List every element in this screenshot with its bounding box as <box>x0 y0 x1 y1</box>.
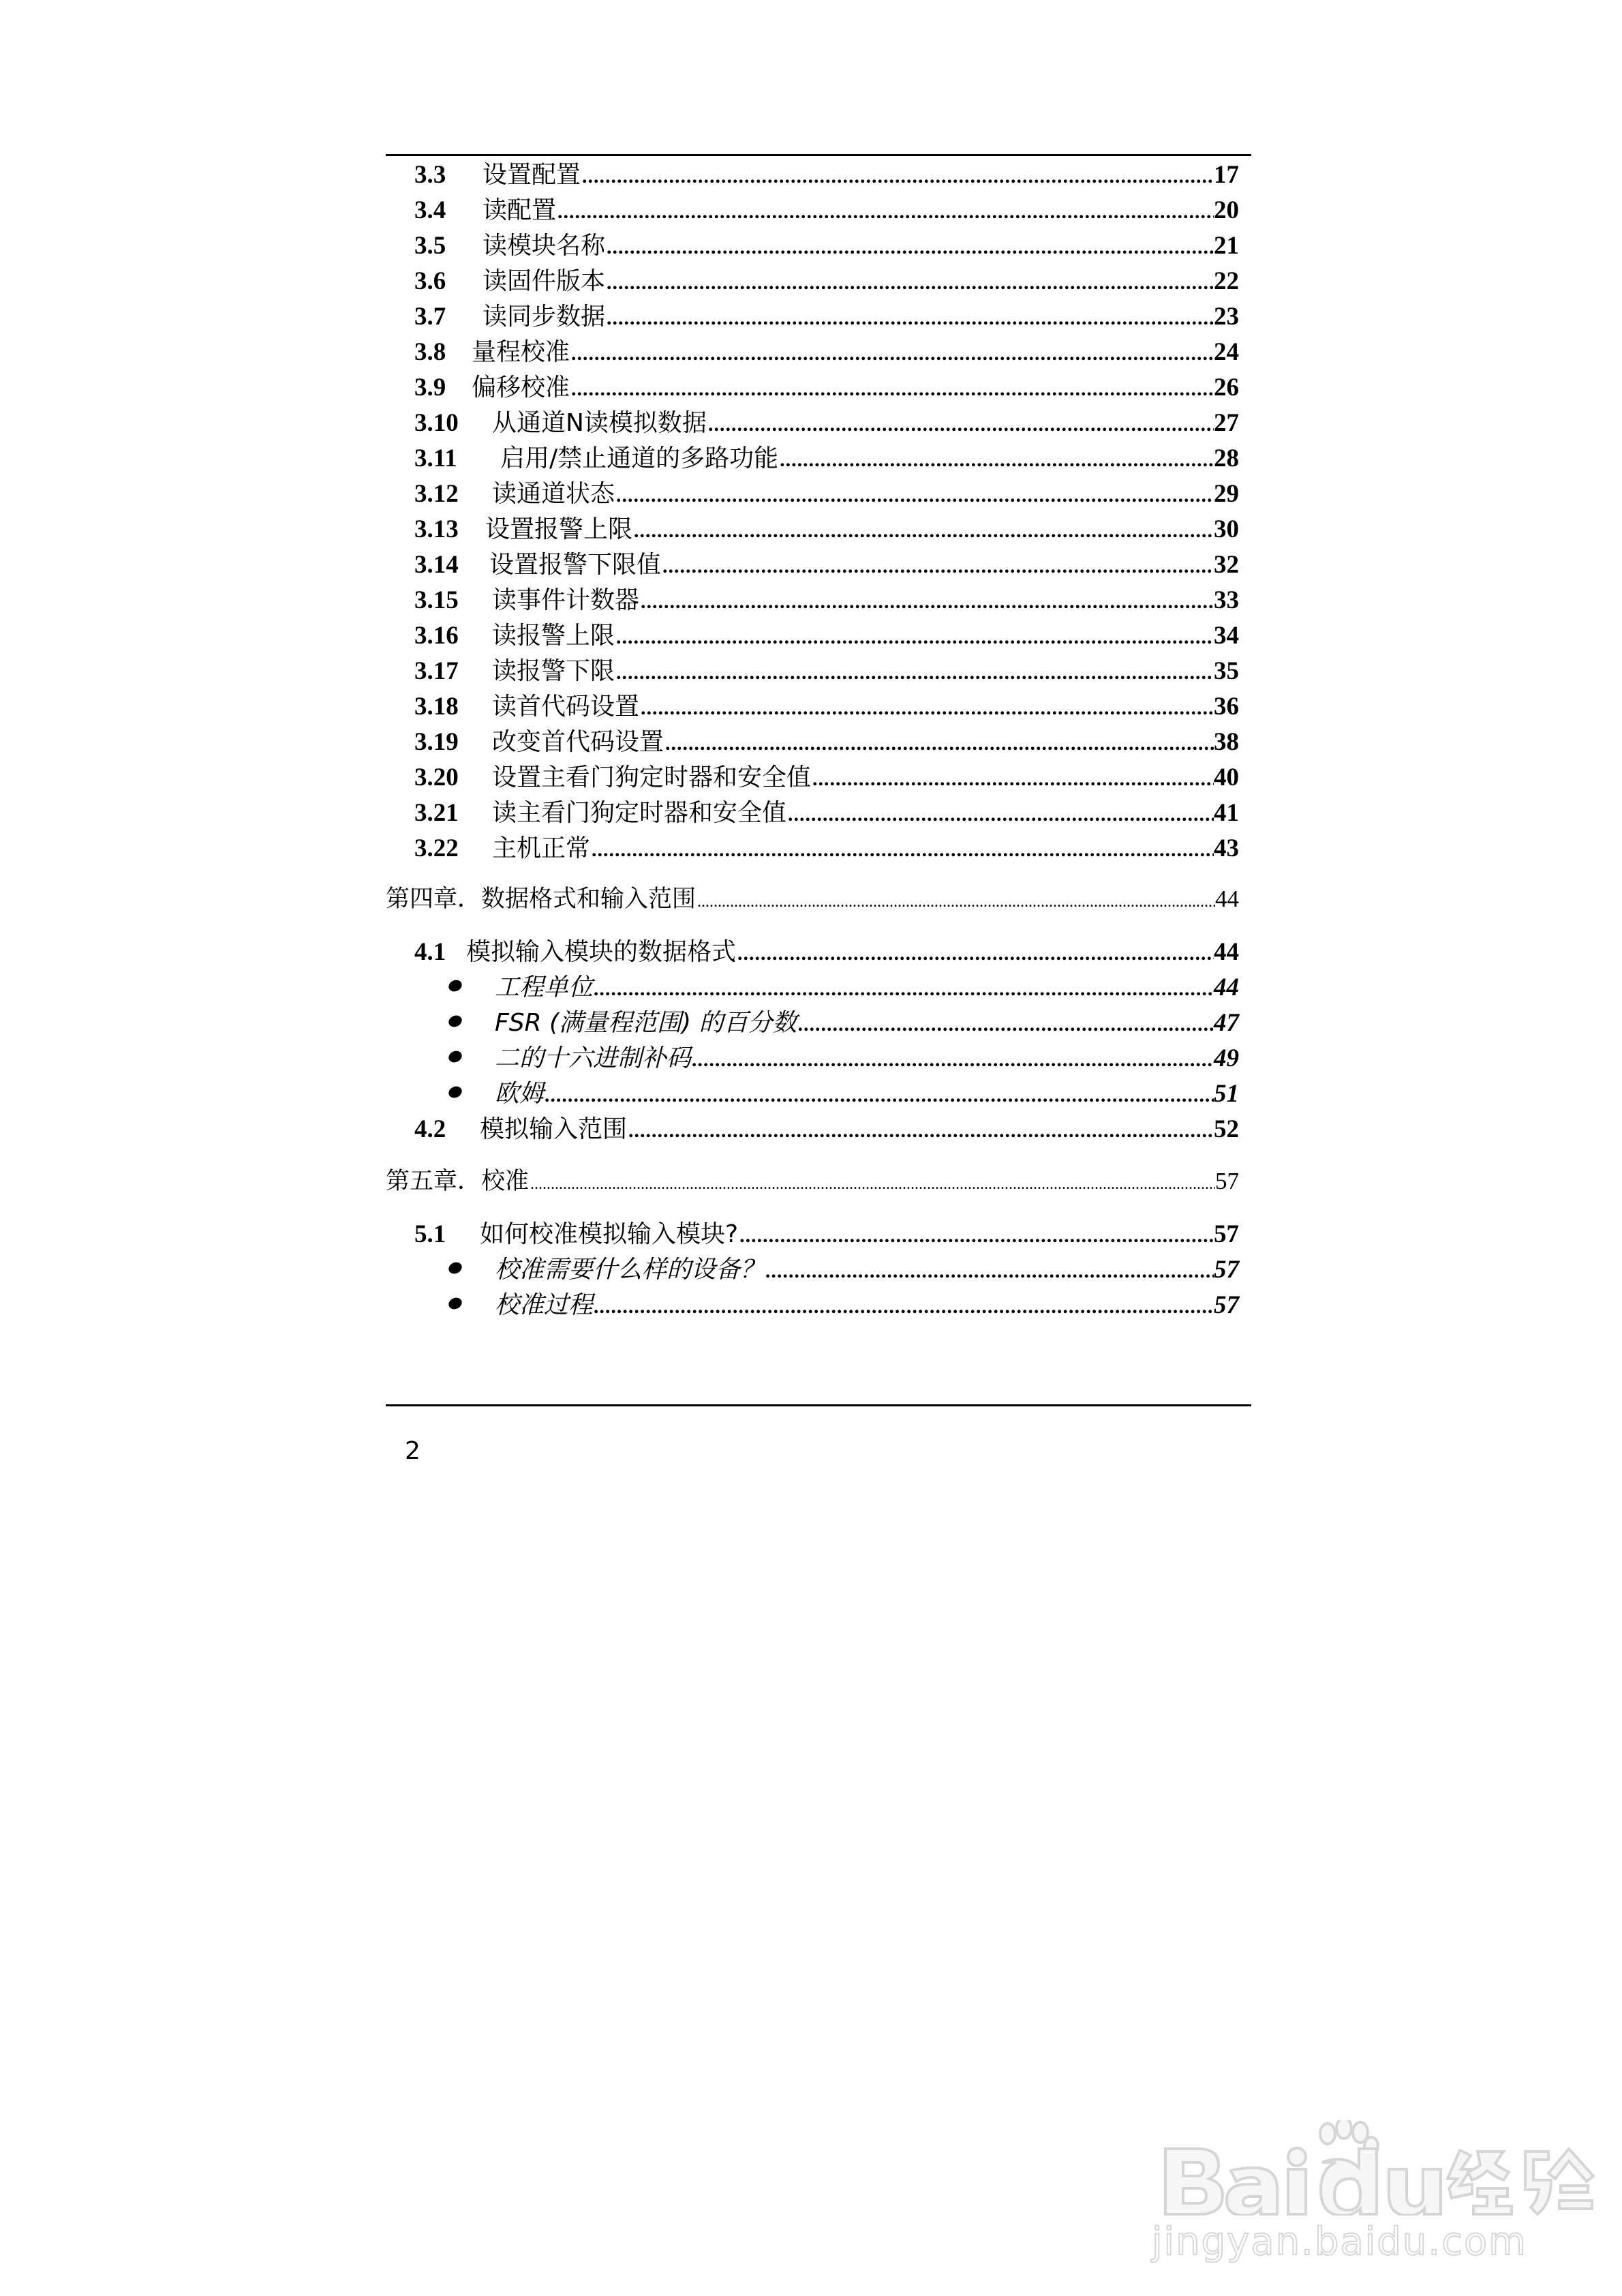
toc-entry-number: 3.16 <box>414 622 459 650</box>
toc-subentry-page: 57 <box>1214 1291 1239 1319</box>
toc-entry-title: 主机正常 <box>492 834 591 862</box>
toc-subentry-title: 二的十六进制补码 <box>495 1044 692 1072</box>
toc-entry-4-2[interactable] <box>414 1112 1239 1147</box>
toc-entry-number: 3.13 <box>414 515 459 543</box>
dot-leader <box>544 1078 1214 1113</box>
toc-entry-number: 3.10 <box>414 409 459 437</box>
bullet-icon <box>447 1049 464 1065</box>
toc-entry-number: 3.8 <box>414 338 446 366</box>
toc-entry-number: 3.9 <box>414 374 446 402</box>
toc-entry-page: 57 <box>1214 1220 1239 1248</box>
footer-rule <box>386 1404 1251 1406</box>
baidu-paw-logo-icon <box>1152 2120 1602 2216</box>
dot-leader <box>615 478 1214 513</box>
toc-entry-title: 模拟输入范围 <box>480 1115 628 1143</box>
toc-entry-title: 读首代码设置 <box>492 693 640 721</box>
toc-entry-page: 23 <box>1214 303 1239 331</box>
toc-chapter-title: 第四章．数据格式和输入范围 <box>386 886 697 913</box>
dot-leader <box>556 194 1214 230</box>
toc-subentry-page: 49 <box>1214 1044 1239 1072</box>
toc-entry-title: 改变首代码设置 <box>492 728 664 756</box>
toc-entry-title: 设置配置 <box>483 161 581 189</box>
toc-entry-number: 4.1 <box>414 938 446 966</box>
toc-entry-page: 34 <box>1214 622 1239 650</box>
toc-chapter-title: 第五章．校准 <box>386 1168 530 1195</box>
toc-entry-title: 量程校准 <box>472 338 570 366</box>
toc-subentry[interactable] <box>448 970 1239 1006</box>
page-number: 2 <box>405 1437 420 1465</box>
toc-subentry-page: 51 <box>1214 1080 1239 1108</box>
toc-entry-page: 40 <box>1214 764 1239 791</box>
toc-entry-3-8[interactable] <box>414 335 1239 370</box>
toc-entry-page: 29 <box>1214 480 1239 508</box>
dot-leader <box>605 301 1214 336</box>
dot-leader <box>811 761 1214 797</box>
dot-leader <box>778 442 1214 478</box>
toc-entry-3-6[interactable] <box>414 264 1239 299</box>
dot-leader <box>691 1042 1214 1078</box>
dot-leader <box>696 884 1215 920</box>
dot-leader <box>738 1218 1214 1254</box>
dot-leader <box>765 1254 1214 1289</box>
toc-subentry-page: 44 <box>1214 973 1239 1001</box>
toc-entry-page: 43 <box>1214 834 1239 862</box>
dot-leader <box>529 1166 1215 1202</box>
toc-entry-3-5[interactable] <box>414 228 1239 264</box>
toc-entry-page: 33 <box>1214 586 1239 614</box>
toc-entry-page: 36 <box>1214 693 1239 721</box>
toc-entry-page: 21 <box>1214 232 1239 260</box>
dot-leader <box>615 620 1214 655</box>
dot-leader <box>570 336 1214 372</box>
toc-subentry[interactable] <box>448 1041 1239 1076</box>
toc-entry-number: 3.3 <box>414 161 446 189</box>
toc-entry-title: 读固件版本 <box>483 267 606 295</box>
toc-chapter-5[interactable] <box>386 1164 1239 1199</box>
header-rule <box>386 154 1251 156</box>
toc-chapter-page: 44 <box>1215 886 1239 912</box>
toc-entry-3-3[interactable] <box>414 157 1239 193</box>
toc-entry-page: 38 <box>1214 728 1239 756</box>
toc-entry-number: 5.1 <box>414 1220 446 1248</box>
bullet-icon <box>447 978 464 994</box>
toc-subentry[interactable] <box>448 1252 1239 1288</box>
baidu-jingyan-watermark <box>1152 2093 1602 2277</box>
toc-entry-number: 3.20 <box>414 764 459 791</box>
dot-leader <box>797 1007 1214 1042</box>
bullet-icon <box>447 1014 464 1029</box>
dot-leader <box>581 159 1214 194</box>
toc-entry-3-19[interactable] <box>414 725 1239 760</box>
toc-subentry-page: 57 <box>1214 1256 1239 1284</box>
watermark-url: jingyan.baidu.com <box>1152 2220 1527 2264</box>
toc-entry-3-14[interactable] <box>414 547 1239 583</box>
dot-leader <box>661 549 1214 584</box>
toc-entry-page: 41 <box>1214 799 1239 827</box>
toc-entry-title: 启用/禁止通道的多路功能 <box>500 444 779 472</box>
toc-entry-number: 3.21 <box>414 799 459 827</box>
dot-leader <box>570 372 1214 407</box>
toc-entry-page: 52 <box>1214 1115 1239 1143</box>
dot-leader <box>707 407 1214 442</box>
toc-entry-3-10[interactable] <box>414 406 1239 441</box>
toc-entry-page: 20 <box>1214 196 1239 224</box>
toc-entry-3-9[interactable] <box>414 370 1239 406</box>
toc-entry-title: 设置报警下限值 <box>489 551 662 579</box>
toc-entry-3-17[interactable] <box>414 654 1239 689</box>
toc-entry-title: 设置主看门狗定时器和安全值 <box>492 764 812 791</box>
toc-entry-page: 24 <box>1214 338 1239 366</box>
toc-subentry-title: FSR (满量程范围) 的百分数 <box>495 1009 797 1037</box>
toc-subentry-title: 校准过程 <box>495 1291 594 1319</box>
toc-entry-number: 3.12 <box>414 480 459 508</box>
toc-subentry-title: 工程单位 <box>495 973 594 1001</box>
toc-entry-title: 设置报警上限 <box>485 515 633 543</box>
toc-entry-number: 4.2 <box>414 1115 446 1143</box>
toc-entry-3-20[interactable] <box>414 760 1239 796</box>
dot-leader <box>786 797 1214 832</box>
toc-subentry[interactable] <box>448 1076 1239 1112</box>
bullet-icon <box>447 1260 464 1276</box>
toc-entry-page: 35 <box>1214 657 1239 685</box>
toc-entry-3-16[interactable] <box>414 618 1239 654</box>
dot-leader <box>664 726 1214 761</box>
toc-subentry-title: 校准需要什么样的设备？ <box>495 1256 765 1284</box>
toc-entry-number: 3.4 <box>414 196 446 224</box>
toc-subentry-title: 欧姆 <box>495 1080 545 1108</box>
toc-entry-title: 从通道N读模拟数据 <box>492 409 707 437</box>
toc-entry-page: 44 <box>1214 938 1239 966</box>
toc-entry-title: 读报警下限 <box>492 657 615 685</box>
toc-entry-number: 3.15 <box>414 586 459 614</box>
dot-leader <box>639 691 1214 726</box>
toc-entry-number: 3.19 <box>414 728 459 756</box>
toc-entry-title: 读主看门狗定时器和安全值 <box>492 799 787 827</box>
toc-entry-3-12[interactable] <box>414 477 1239 512</box>
toc-entry-page: 32 <box>1214 551 1239 579</box>
toc-entry-3-4[interactable] <box>414 193 1239 228</box>
toc-entry-title: 偏移校准 <box>472 374 570 402</box>
toc-entry-title: 读通道状态 <box>492 480 615 508</box>
toc-entry-5-1[interactable] <box>414 1217 1239 1252</box>
dot-leader <box>632 513 1214 549</box>
bullet-icon <box>447 1296 464 1312</box>
toc-subentry[interactable] <box>448 1006 1239 1041</box>
toc-entry-title: 读配置 <box>483 196 557 224</box>
dot-leader <box>615 655 1214 691</box>
toc-entry-number: 3.18 <box>414 693 459 721</box>
toc-entry-title: 如何校准模拟输入模块? <box>480 1220 739 1248</box>
toc-entry-number: 3.17 <box>414 657 459 685</box>
toc-entry-title: 读报警上限 <box>492 622 615 650</box>
toc-entry-3-22[interactable] <box>414 831 1239 866</box>
toc-entry-number: 3.6 <box>414 267 446 295</box>
toc-entry-page: 27 <box>1214 409 1239 437</box>
toc-entry-title: 读模块名称 <box>483 232 606 260</box>
toc-entry-4-1[interactable] <box>414 935 1239 970</box>
toc-entry-number: 3.11 <box>414 444 457 472</box>
toc-entry-number: 3.5 <box>414 232 446 260</box>
dot-leader <box>590 832 1214 868</box>
toc-entry-3-7[interactable] <box>414 299 1239 335</box>
bullet-icon <box>447 1085 464 1100</box>
toc-chapter-page: 57 <box>1215 1168 1239 1194</box>
dot-leader <box>736 936 1214 971</box>
toc-entry-number: 3.7 <box>414 303 446 331</box>
toc-chapter-4[interactable] <box>386 881 1239 917</box>
toc-entry-page: 17 <box>1214 161 1239 189</box>
toc-entry-page: 28 <box>1214 444 1239 472</box>
toc-subentry-page: 47 <box>1214 1009 1239 1037</box>
dot-leader <box>593 971 1214 1007</box>
toc-entry-3-11[interactable] <box>414 441 1239 477</box>
toc-entry-3-15[interactable] <box>414 583 1239 618</box>
dot-leader <box>605 230 1214 265</box>
toc-entry-page: 30 <box>1214 515 1239 543</box>
toc-entry-page: 22 <box>1214 267 1239 295</box>
toc-entry-number: 3.14 <box>414 551 459 579</box>
toc-entry-title: 读同步数据 <box>483 303 606 331</box>
toc-entry-title: 读事件计数器 <box>492 586 640 614</box>
toc-entry-3-21[interactable] <box>414 796 1239 831</box>
toc-entry-3-18[interactable] <box>414 689 1239 725</box>
dot-leader <box>627 1113 1214 1149</box>
dot-leader <box>639 584 1214 620</box>
toc-entry-page: 26 <box>1214 374 1239 402</box>
dot-leader <box>605 265 1214 301</box>
dot-leader <box>593 1289 1214 1325</box>
toc-entry-number: 3.22 <box>414 834 459 862</box>
toc-subentry[interactable] <box>448 1288 1239 1323</box>
toc-entry-title: 模拟输入模块的数据格式 <box>466 938 737 966</box>
toc-entry-3-13[interactable] <box>414 512 1239 547</box>
